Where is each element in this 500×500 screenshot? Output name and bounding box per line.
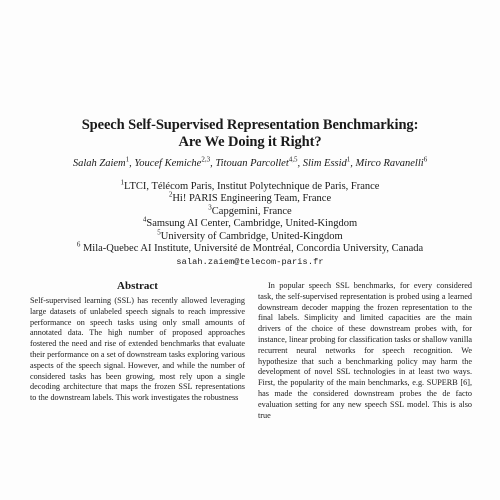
affiliation: $^4$Samsung AI Center, Cambridge, United-Kingdom	[142, 215, 358, 230]
author: Salah Zaiem$^1$	[72, 155, 130, 169]
intro-paragraph	[258, 281, 472, 421]
abstract-paragraph: Self-supervised learning (SSL) has recently allowed leveraging large datasets of unlabeled speech signals to reach impressive performance on speech tasks using only small amounts of annotated data. The high number of proposed approaches fostered the need and rise of extended benchmarks that evaluate their performance on a set of downstream tasks exploring various aspects of the speech signal. However, and while the number of considered tasks has been growing, most rely upon a single decoding architecture that maps the frozen SSL representations to the downstream labels. This work investigates the robustness	[30, 296, 245, 403]
affiliation: $^2$Hi! PARIS Engineering Team, France	[168, 190, 332, 205]
title-line-2: Are We Doing it Right?	[178, 134, 322, 150]
abstract-heading: Abstract	[117, 280, 158, 292]
author: Slim Essid$^1$	[302, 155, 351, 169]
affiliation: $^6$ Mila-Quebec AI Institute, Université de Montréal, Concordia University, Canada	[76, 240, 424, 255]
right-column-body	[258, 281, 472, 421]
intro-paragraph-text: In popular speech SSL benchmarks, for every considered task, the self-supervised representation is probed using a learned downstream decoder mapping the frozen representation to the final labels. Simplicity and limited capacities are the main drivers of the choice of these downstream probes with, for instance, linear probing for classification tasks or shallow vanilla recurrent neural networks for speech recognition. We hypothesize that such a benchmarking policy may harm the development of novel SSL technologies in at least two ways. First, the popularity of the main benchmarks, e.g. SUPERB [6], has made the considered downstream probes the de facto evaluation setting for any new speech SSL model. This is also true	[258, 281, 472, 420]
affiliation: $^3$Capgemini, France	[208, 203, 292, 217]
author: Titouan Parcollet$^{4,5}$	[215, 155, 298, 169]
affiliation: $^1$LTCI, Télécom Paris, Institut Polytechnique de Paris, France	[120, 178, 380, 192]
affiliation: $^5$University of Cambridge, United-Kingdom	[157, 228, 343, 242]
author: Mirco Ravanelli$^6$	[355, 155, 428, 169]
author: Youcef Kemiche$^{2,3}$	[134, 155, 211, 169]
paper-title	[0, 117, 500, 151]
contact-email: salah.zaiem@telecom-paris.fr	[176, 257, 324, 268]
affiliation-list	[0, 178, 500, 269]
abstract-body	[30, 296, 245, 404]
author-list: Salah Zaiem$^1$, Youcef Kemiche$^{2,3}$, Titouan Parcollet$^{4,5}$, Slim Essid$^1$, Mirco Ravanelli$^6$	[72, 155, 428, 169]
title-line-1: Speech Self-Supervised Representation Benchmarking:	[81, 117, 419, 133]
